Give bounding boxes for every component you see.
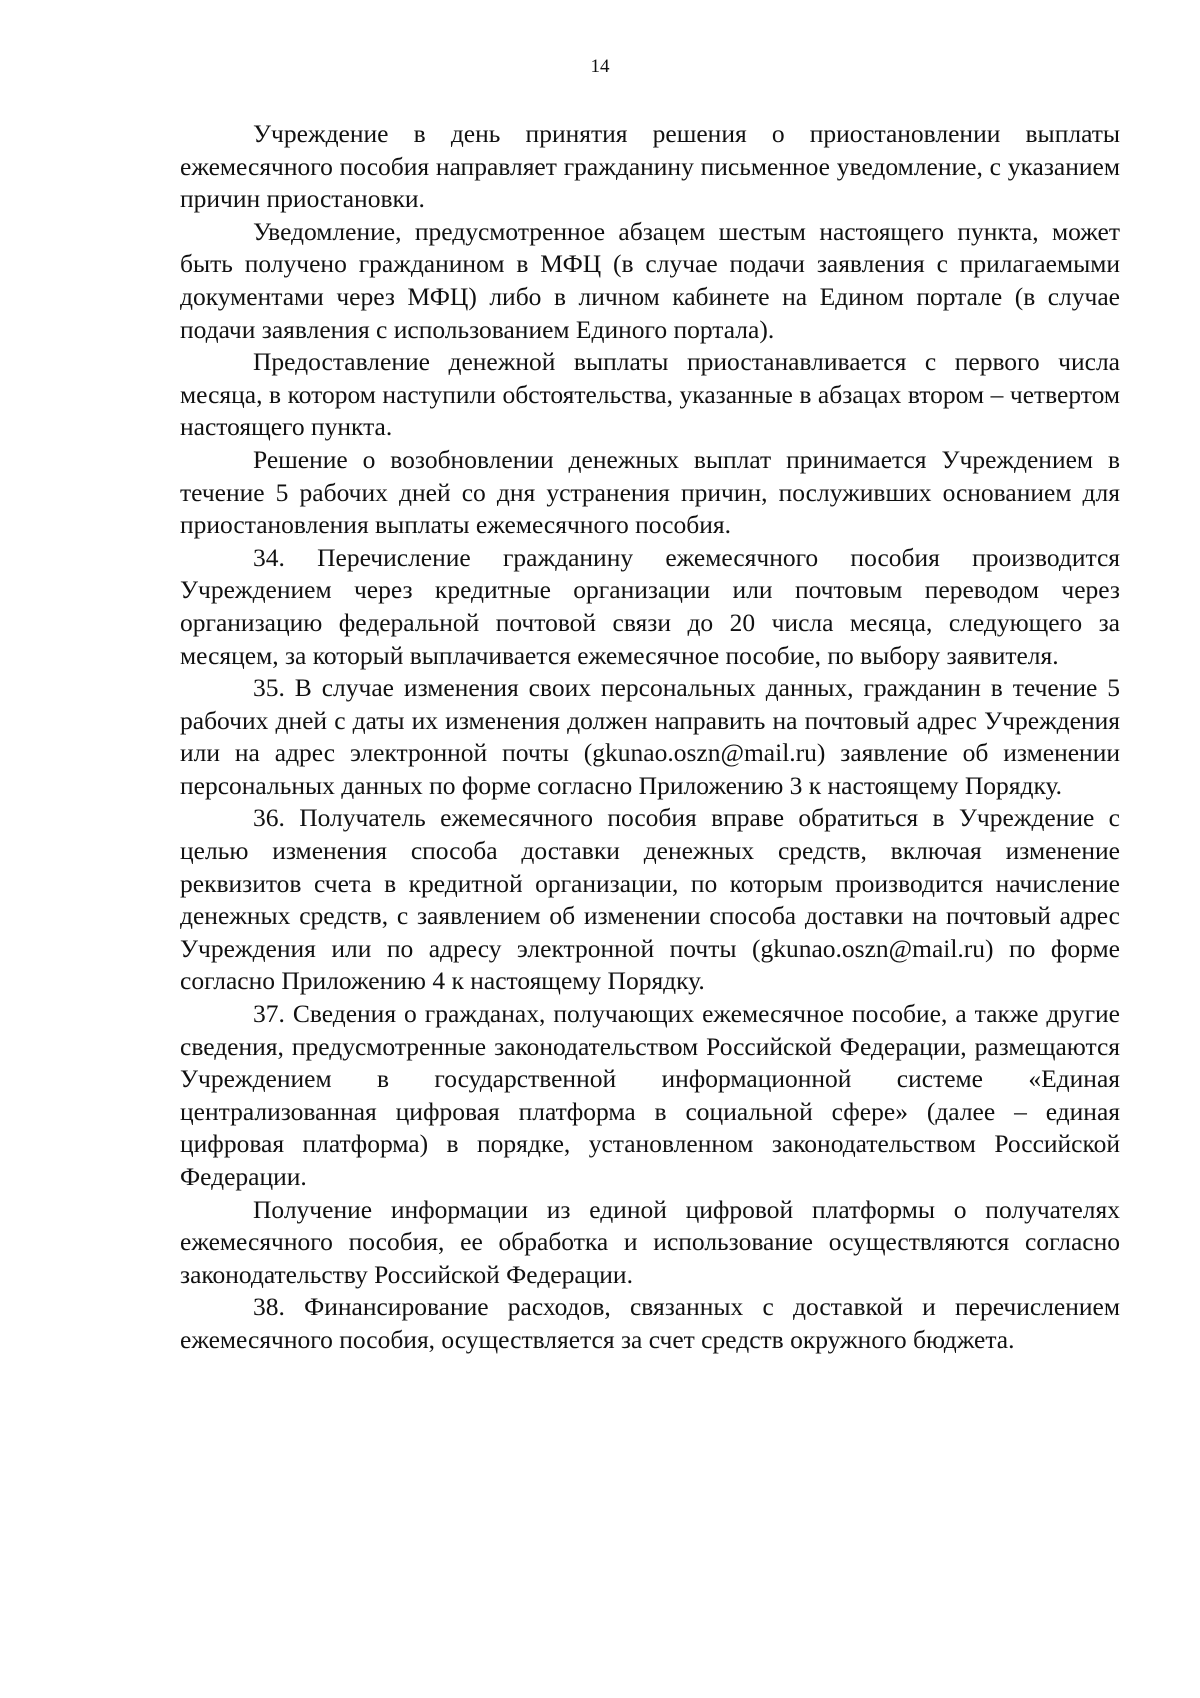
paragraph-resumption-decision: Решение о возобновлении денежных выплат принимается Учреждением в течение 5 рабочих дней со дня устранения причин, послуживших основанием для приостановления выплаты ежемесячного пособия.: [180, 444, 1120, 540]
page-number: 14: [590, 56, 610, 77]
paragraph-item-35: 35. В случае изменения своих персональных данных, гражданин в течение 5 рабочих дней с даты их изменения должен направить на почтовый адрес Учреждения или на адрес электронной почты (gkunao.oszn@mail.ru) заявление об изменении персональных данных по форме согласно Приложению 3 к настоящему Порядку.: [180, 673, 1120, 800]
document-body: [180, 118, 1120, 1357]
paragraph-item-36: 36. Получатель ежемесячного пособия вправе обратиться в Учреждение с целью изменения способа доставки денежных средств, включая изменение реквизитов счета в кредитной организации, по которым производится начисление денежных средств, с заявлением об изменении способа доставки на почтовый адрес Учреждения или по адресу электронной почты (gkunao.oszn@mail.ru) по форме согласно Приложению 4 к настоящему Порядку.: [180, 803, 1120, 996]
paragraph-item-38: 38. Финансирование расходов, связанных с доставкой и перечислением ежемесячного пособия, осуществляется за счет средств окружного бюджета.: [180, 1292, 1120, 1354]
paragraph-item-37: 37. Сведения о гражданах, получающих ежемесячное пособие, а также другие сведения, предусмотренные законодательством Российской Федерации, размещаются Учреждением в государственной информационной системе «Единая централизованная цифровая платформа в социальной сфере» (далее – единая цифровая платформа) в порядке, установленном законодательством Российской Федерации.: [180, 999, 1120, 1191]
paragraph-suspension-start: Предоставление денежной выплаты приостанавливается с первого числа месяца, в котором наступили обстоятельства, указанные в абзацах втором – четвертом настоящего пункта.: [180, 347, 1120, 442]
paragraph-notice-delivery: Уведомление, предусмотренное абзацем шестым настоящего пункта, может быть получено гражданином в МФЦ (в случае подачи заявления с прилагаемыми документами через МФЦ) либо в личном кабинете на Едином портале (в случае подачи заявления с использованием Единого портала).: [180, 216, 1120, 344]
paragraph-information-processing: Получение информации из единой цифровой платформы о получателях ежемесячного пособия, ее обработка и использование осуществляются согласно законодательству Российской Федерации.: [180, 1194, 1120, 1289]
paragraph-item-34: 34. Перечисление гражданину ежемесячного пособия производится Учреждением через кредитные организации или почтовым переводом через организацию федеральной почтовой связи до 20 числа месяца, следующего за месяцем, за который выплачивается ежемесячное пособие, по выбору заявителя.: [180, 542, 1120, 670]
paragraph-suspension-notice: Учреждение в день принятия решения о приостановлении выплаты ежемесячного пособия направляет гражданину письменное уведомление, с указанием причин приостановки.: [180, 119, 1120, 214]
